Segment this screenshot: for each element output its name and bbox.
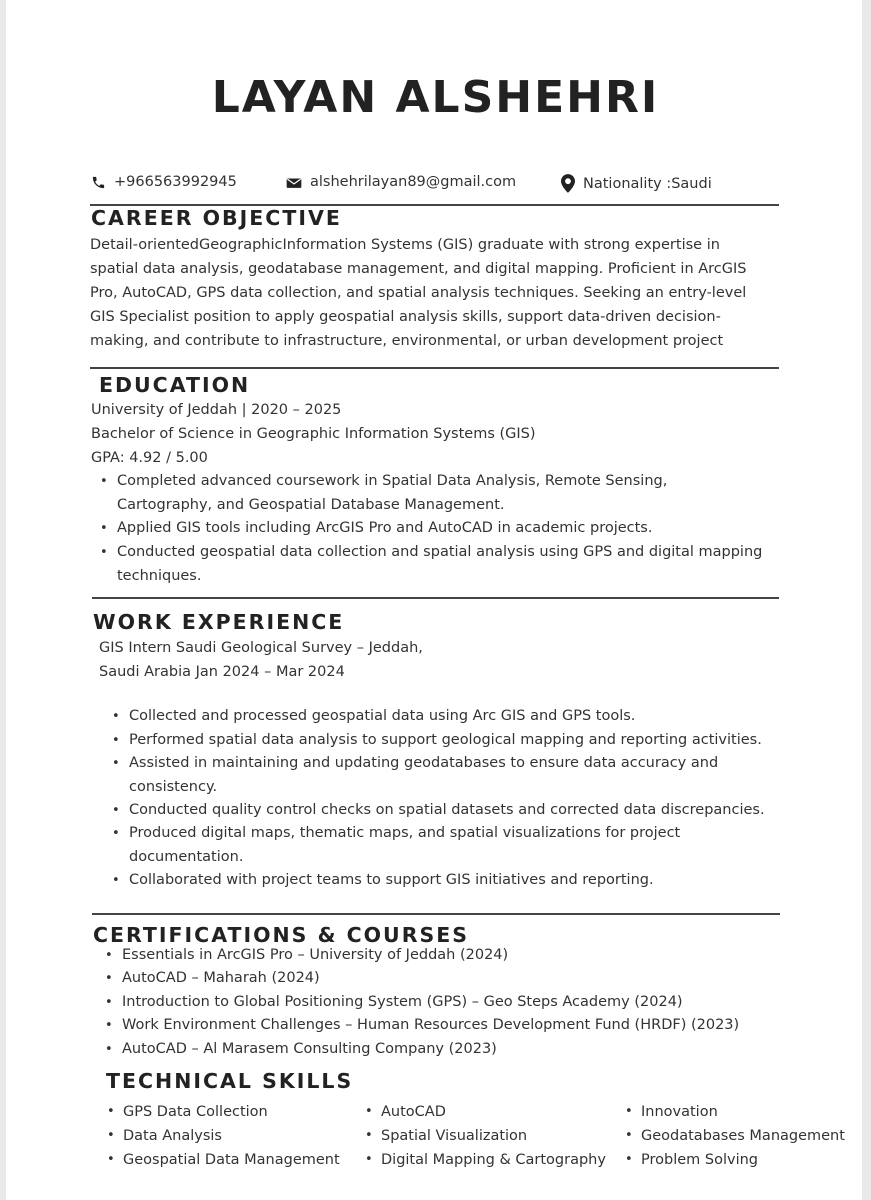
- skill-item: • Geodatabases Management: [641, 1128, 845, 1144]
- work-bullet: [129, 705, 809, 729]
- work-bullet: [129, 752, 809, 799]
- bullet-line: • Applied GIS tools including ArcGIS Pro and AutoCAD in academic projects.: [117, 520, 653, 536]
- skill-item: • GPS Data Collection: [123, 1104, 268, 1120]
- career-objective-heading: CAREER OBJECTIVE: [91, 206, 342, 230]
- email-icon: [286, 176, 302, 189]
- phone-icon: [91, 175, 106, 190]
- email-contact: [286, 174, 516, 190]
- education-bullet: [117, 470, 797, 517]
- certification-item: • Introduction to Global Positioning System (GPS) – Geo Steps Academy (2024): [122, 991, 683, 1015]
- divider: [92, 913, 780, 915]
- certification-item: • Essentials in ArcGIS Pro – University of Jeddah (2024): [122, 944, 508, 968]
- career-objective-line: Pro, AutoCAD, GPS data collection, and spatial analysis techniques. Seeking an entry-level: [90, 285, 747, 301]
- bullet-line: • Produced digital maps, thematic maps, and spatial visualizations for project: [129, 825, 681, 841]
- applicant-name: LAYAN ALSHEHRI: [211, 72, 660, 123]
- nationality: Nationality :Saudi: [583, 175, 712, 192]
- bullet-line: consistency.: [129, 778, 218, 795]
- work-bullet: [129, 729, 829, 753]
- certification-item: • AutoCAD – Maharah (2024): [122, 967, 320, 991]
- skill-item: • Geospatial Data Management: [123, 1152, 340, 1168]
- skill-item: • Problem Solving: [641, 1152, 758, 1168]
- phone-number: +966563992945: [114, 174, 237, 190]
- career-objective-line: spatial data analysis, geodatabase management, and digital mapping. Proficient in ArcGIS: [90, 261, 747, 277]
- email-address: alshehrilayan89@gmail.com: [310, 174, 517, 190]
- phone-contact: [91, 174, 237, 190]
- education-degree: Bachelor of Science in Geographic Information Systems (GIS): [91, 426, 536, 442]
- certification-item: • AutoCAD – Al Marasem Consulting Company (2023): [122, 1038, 497, 1062]
- education-gpa: GPA: 4.92 / 5.00: [91, 450, 208, 466]
- career-objective-line: GIS Specialist position to apply geospatial analysis skills, support data-driven decision-: [90, 309, 721, 325]
- education-bullet: [117, 517, 797, 541]
- divider: [90, 367, 779, 369]
- certification-item: • Work Environment Challenges – Human Resources Development Fund (HRDF) (2023): [122, 1014, 739, 1038]
- skill-item: • Spatial Visualization: [381, 1128, 527, 1144]
- technical-skills-heading: TECHNICAL SKILLS: [106, 1069, 354, 1093]
- bullet-line: • Conducted geospatial data collection and spatial analysis using GPS and digital mapping: [117, 544, 763, 560]
- skill-item: • Innovation: [641, 1104, 718, 1120]
- divider: [92, 597, 779, 599]
- education-bullet: [117, 541, 817, 588]
- location-pin-icon: [561, 174, 575, 193]
- work-experience-heading: WORK EXPERIENCE: [93, 610, 345, 634]
- work-bullet: [129, 869, 809, 893]
- certifications-heading: CERTIFICATIONS & COURSES: [93, 923, 470, 947]
- bullet-line: • Collaborated with project teams to support GIS initiatives and reporting.: [129, 872, 654, 888]
- skill-item: • Data Analysis: [123, 1128, 222, 1144]
- bullet-line: techniques.: [117, 567, 202, 584]
- education-heading: EDUCATION: [99, 373, 251, 397]
- bullet-line: documentation.: [129, 848, 244, 865]
- skill-item: • AutoCAD: [381, 1104, 446, 1120]
- education-university: University of Jeddah | 2020 – 2025: [91, 402, 342, 418]
- nationality-contact: [561, 174, 712, 193]
- bullet-line: • Collected and processed geospatial data using Arc GIS and GPS tools.: [129, 708, 636, 724]
- work-bullet: [129, 799, 849, 823]
- career-objective-line: Detail-orientedGeographicInformation Systems (GIS) graduate with strong expertise in: [90, 237, 720, 253]
- bullet-line: • Conducted quality control checks on spatial datasets and corrected data discrepancies.: [129, 802, 765, 818]
- bullet-line: • Performed spatial data analysis to support geological mapping and reporting activities.: [129, 732, 762, 748]
- bullet-line: Cartography, and Geospatial Database Management.: [117, 496, 505, 513]
- work-position: GIS Intern Saudi Geological Survey – Jeddah,: [99, 640, 423, 656]
- work-bullet: [129, 822, 809, 869]
- bullet-line: • Assisted in maintaining and updating geodatabases to ensure data accuracy and: [129, 755, 719, 771]
- work-location-dates: Saudi Arabia Jan 2024 – Mar 2024: [99, 664, 345, 680]
- career-objective-line: making, and contribute to infrastructure, environmental, or urban development project: [90, 333, 724, 349]
- skill-item: • Digital Mapping & Cartography: [381, 1152, 606, 1168]
- bullet-line: • Completed advanced coursework in Spatial Data Analysis, Remote Sensing,: [117, 473, 668, 489]
